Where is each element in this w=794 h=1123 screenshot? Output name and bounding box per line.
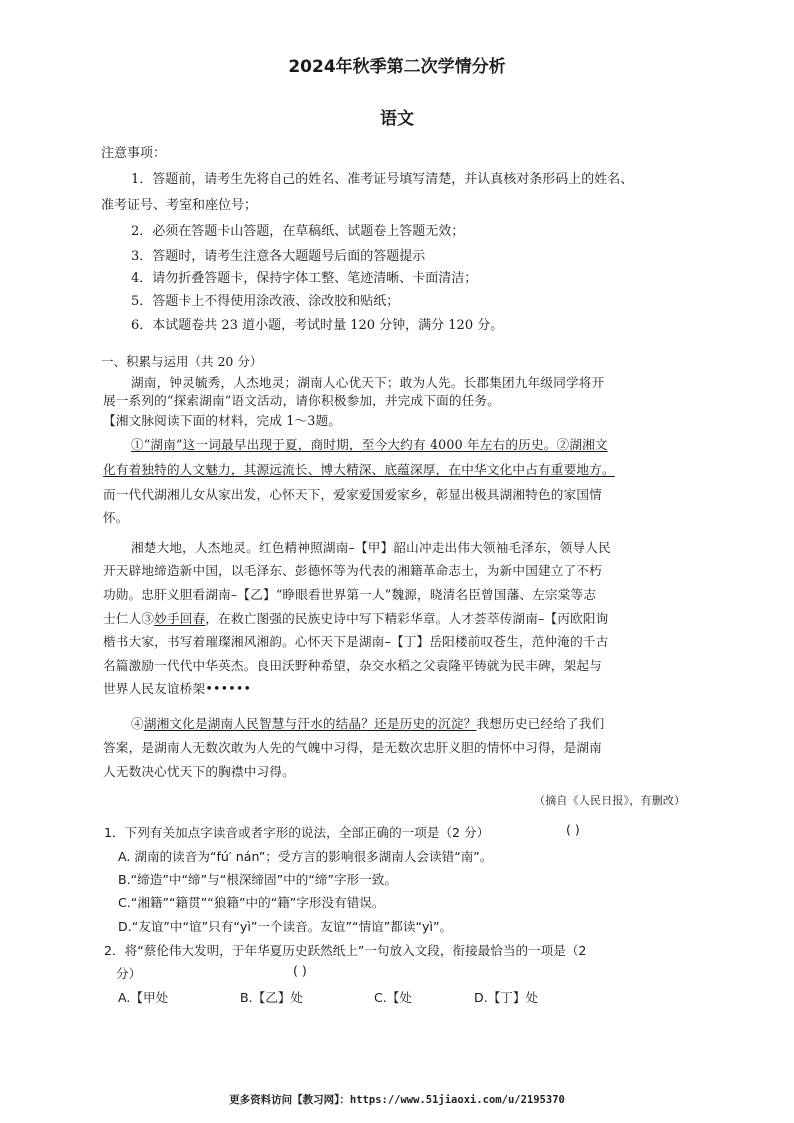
- underlined-idiom: 妙手回春: [154, 611, 206, 626]
- passage-p2-line-4-end: ，在救亡图强的民族史诗中写下精彩华章。人才荟萃传湖南–【丙欧阳询: [205, 611, 609, 626]
- exam-title: 2024年秋季第二次学情分析: [288, 57, 506, 77]
- notice-item-4: 4．请勿折叠答题卡，保持字体工整、笔迹清晰、卡面清洁；: [131, 271, 478, 286]
- passage-p2-line-5: 楷书大家，书写着璀璨湘风湘韵。心怀天下是湖南–【丁】岳阳楼前叹苍生，范仲淹的千古: [103, 634, 609, 649]
- passage-p3-line-2: 答案，是湖南人无数次敢为人先的气魄中习得，是无数次忠肝义胆的情怀中习得，是湖南: [103, 740, 602, 755]
- question-1-answer-blank: ( ): [566, 822, 580, 837]
- passage-p2-line-4-start: 士仁人③: [103, 611, 155, 626]
- passage-p1-line-3: 而一代代湖湘儿女从家出发，心怀天下，爱家爱国爱家乡，彰显出极具湖湘特色的家国情: [103, 487, 602, 502]
- question-2-stem-cont: 分）: [116, 966, 142, 981]
- section-heading: 一、积累与运用（共 20 分）: [101, 354, 263, 369]
- intro-line-1: 湖南，钟灵毓秀，人杰地灵；湖南人心优天下；敢为人先。长郡集团九年级同学将开: [131, 375, 605, 390]
- passage-p3-line-1-end: 我想历史已经给了我们: [476, 716, 605, 731]
- question-2-option-a: A.【甲处: [118, 990, 169, 1005]
- question-1-option-c: C.“湘籍”“籍贯”“狼籍”中的“籍”字形没有错误。: [118, 895, 385, 910]
- passage-p2-line-3: 功勋。忠肝义胆看湖南–【乙】“睁眼看世界第一人”魏源，晓清名臣曾国藩、左宗棠等志: [103, 587, 597, 602]
- notice-item-3: 3．答题时，请考生注意各大题题号后面的答题提示: [131, 249, 426, 264]
- passage-p3-marker: ④: [131, 716, 144, 731]
- question-2-answer-blank: ( ): [293, 963, 307, 978]
- notice-item-6: 6．本试题卷共 23 道小题，考试时量 120 分钟，满分 120 分。: [131, 318, 504, 333]
- question-2-option-b: B.【乙】处: [240, 990, 304, 1005]
- question-1-option-a: A. 湖南的读音为“fú′ nán”；受方言的影响很多湖南人会读错“南”。: [118, 849, 493, 864]
- passage-p2-line-2: 开天辟地缔造新中国，以毛泽东、彭德怀等为代表的湘籍革命志士，为新中国建立了不朽: [103, 563, 602, 578]
- subject-title: 语文: [380, 109, 414, 129]
- passage-p3-line-3: 人无数决心忧天下的胸襟中习得。: [103, 764, 295, 779]
- question-2-stem: 2．将“蔡伦伟大发明，于年华夏历史跃然纸上”一句放入文段，衔接最恰当的一项是（2: [104, 943, 587, 958]
- notice-item-2: 2．必须在答题卡山答题，在草稿纸、试题卷上答题无效；: [131, 224, 465, 239]
- passage-p2-line-6: 名篇激励一代代中华英杰。良田沃野种希望，杂交水稻之父袁隆平铸就为民丰碑，架起与: [103, 658, 602, 673]
- footer-link[interactable]: 更多资料访问【教习网】：https://www.51jiaoxi.com/u/2195370: [229, 1094, 565, 1106]
- notice-item-1-cont: 准考证号、考室和座位号；: [101, 198, 258, 213]
- passage-p1-line-4: 怀。: [103, 510, 129, 525]
- notice-heading: 注意事项：: [101, 146, 167, 161]
- task-instruction: 【湘文脉阅读下面的材料，完成 1～3题。: [103, 413, 342, 428]
- question-2-option-d: D.【丁】处: [474, 990, 539, 1005]
- intro-line-2: 展一系列的“探索湖南”语文活动，请你积极参加，并完成下面的任务。: [103, 393, 501, 408]
- question-1-stem: 1．下列有关加点字读音或者字形的说法，全部正确的一项是（2 分）: [104, 825, 490, 840]
- source-citation: （摘自《人民日报》，有删改）: [534, 794, 686, 807]
- question-1-option-b: B.“缔造”中“缔”与“根深缔固”中的“缔”字形一致。: [118, 872, 397, 887]
- notice-item-1: 1．答题前，请考生先将自己的姓名、准考证号填写清楚，并认真核对条形码上的姓名、: [131, 172, 634, 187]
- passage-p3-line-1: [131, 713, 604, 732]
- passage-p1-line-1: ①“湖南”这一词最早出现于夏，商时期，至今大约有 4000 年左右的历史。②湖湘文: [131, 437, 608, 452]
- passage-p1-line-2: 化有着独特的人文魅力，其源远流长、博大精深、底蕴深厚，在中华文化中占有重要地方。: [103, 462, 615, 477]
- passage-p2-line-7: 世界人民友谊桥架••••••: [103, 681, 252, 696]
- passage-p2-line-1: 湘楚大地，人杰地灵。红色精神照湖南–【甲】韶山冲走出伟大领袖毛泽东，领导人民: [131, 540, 611, 555]
- underlined-question: 湖湘文化是湖南人民智慧与汗水的结晶？还是历史的沉淀？: [143, 716, 477, 731]
- question-2-option-c: C.【处: [374, 990, 412, 1005]
- question-1-option-d: D.“友谊”中“谊”只有“yì”一个读音。友谊”“情谊”都读“yì”。: [118, 919, 453, 934]
- notice-item-5: 5．答题卡上不得使用涂改液、涂改胶和贴纸；: [131, 294, 400, 309]
- passage-p2-line-4: [103, 608, 608, 627]
